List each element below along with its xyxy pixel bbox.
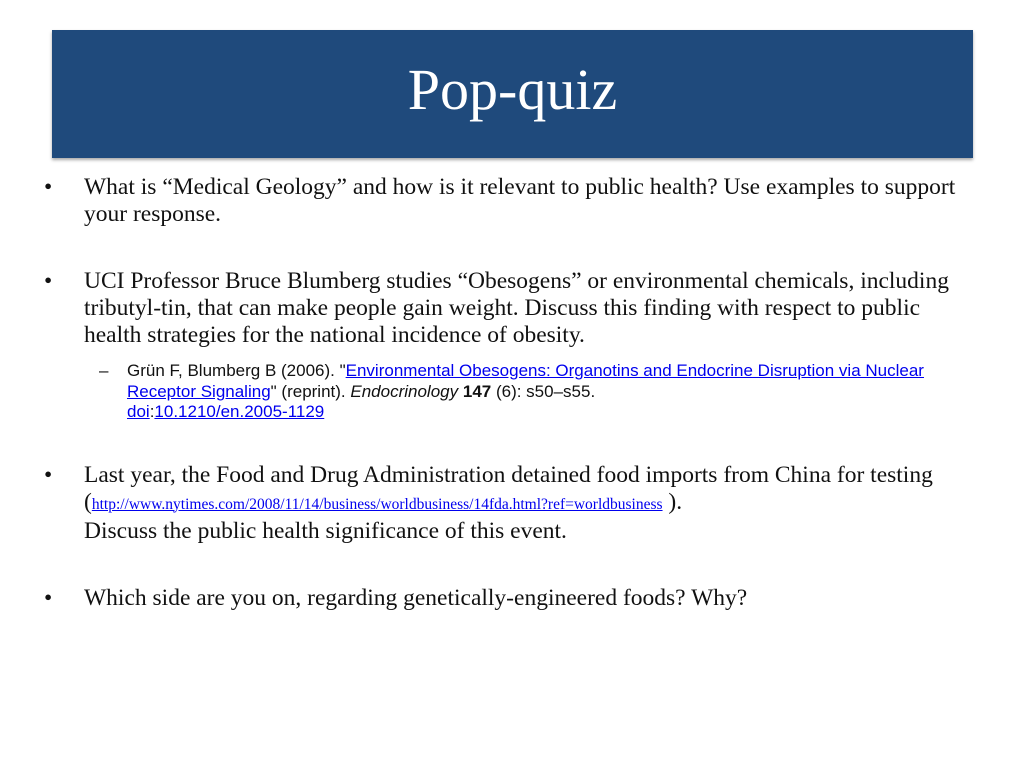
- dash-glyph: –: [99, 361, 109, 380]
- bullet-item-fda: [44, 462, 974, 545]
- title-banner: [52, 30, 973, 158]
- open-paren: (: [84, 488, 92, 515]
- citation-journal: Endocrinology: [350, 381, 459, 401]
- citation-after-title: " (reprint).: [270, 381, 351, 401]
- slide-title: Pop-quiz: [407, 57, 618, 122]
- bullet-glyph: •: [44, 174, 53, 200]
- bullet-glyph: •: [44, 268, 53, 294]
- citation-title-link[interactable]: Environmental Obesogens: Organotins and Endocrine Disruption via Nuclear Receptor Signaling: [127, 361, 924, 401]
- doi-label-link[interactable]: doi: [127, 402, 150, 421]
- doi-value-link[interactable]: 10.1210/en.2005-1129: [154, 402, 325, 421]
- bullet-item-medical-geology: [44, 174, 974, 228]
- bullet-glyph: •: [44, 584, 53, 611]
- nytimes-url-link[interactable]: http://www.nytimes.com/2008/11/14/business/worldbusiness/14fda.html?ref=worldbusiness: [91, 495, 663, 513]
- citation-pages: (6): s50–s55.: [491, 381, 596, 401]
- close-paren: ).: [662, 488, 683, 515]
- bullet-item-ge-foods: [44, 585, 974, 612]
- citation-volume: 147: [462, 381, 492, 401]
- bullet-text-after: Discuss the public health significance of this event.: [84, 517, 567, 544]
- doi-separator: :: [149, 402, 155, 421]
- bullet-text-before: Last year, the Food and Drug Administration detained food imports from China for testing: [84, 461, 933, 488]
- bullet-text: What is “Medical Geology” and how is it relevant to public health? Use examples to support your response.: [84, 174, 956, 227]
- bullet-text: UCI Professor Bruce Blumberg studies “Obesogens” or environmental chemicals, including tributyl-tin, that can make people gain weight. Discuss this finding with respect to public health strategies for the national incidence of obesity.: [84, 268, 949, 348]
- citation-authors: Grün F, Blumberg B (2006). ": [127, 361, 346, 380]
- citation-item: [44, 361, 974, 423]
- slide-body: [44, 174, 974, 612]
- bullet-text: Which side are you on, regarding genetically-engineered foods? Why?: [84, 584, 748, 611]
- bullet-glyph: •: [44, 461, 53, 488]
- bullet-item-obesogens: [44, 268, 974, 349]
